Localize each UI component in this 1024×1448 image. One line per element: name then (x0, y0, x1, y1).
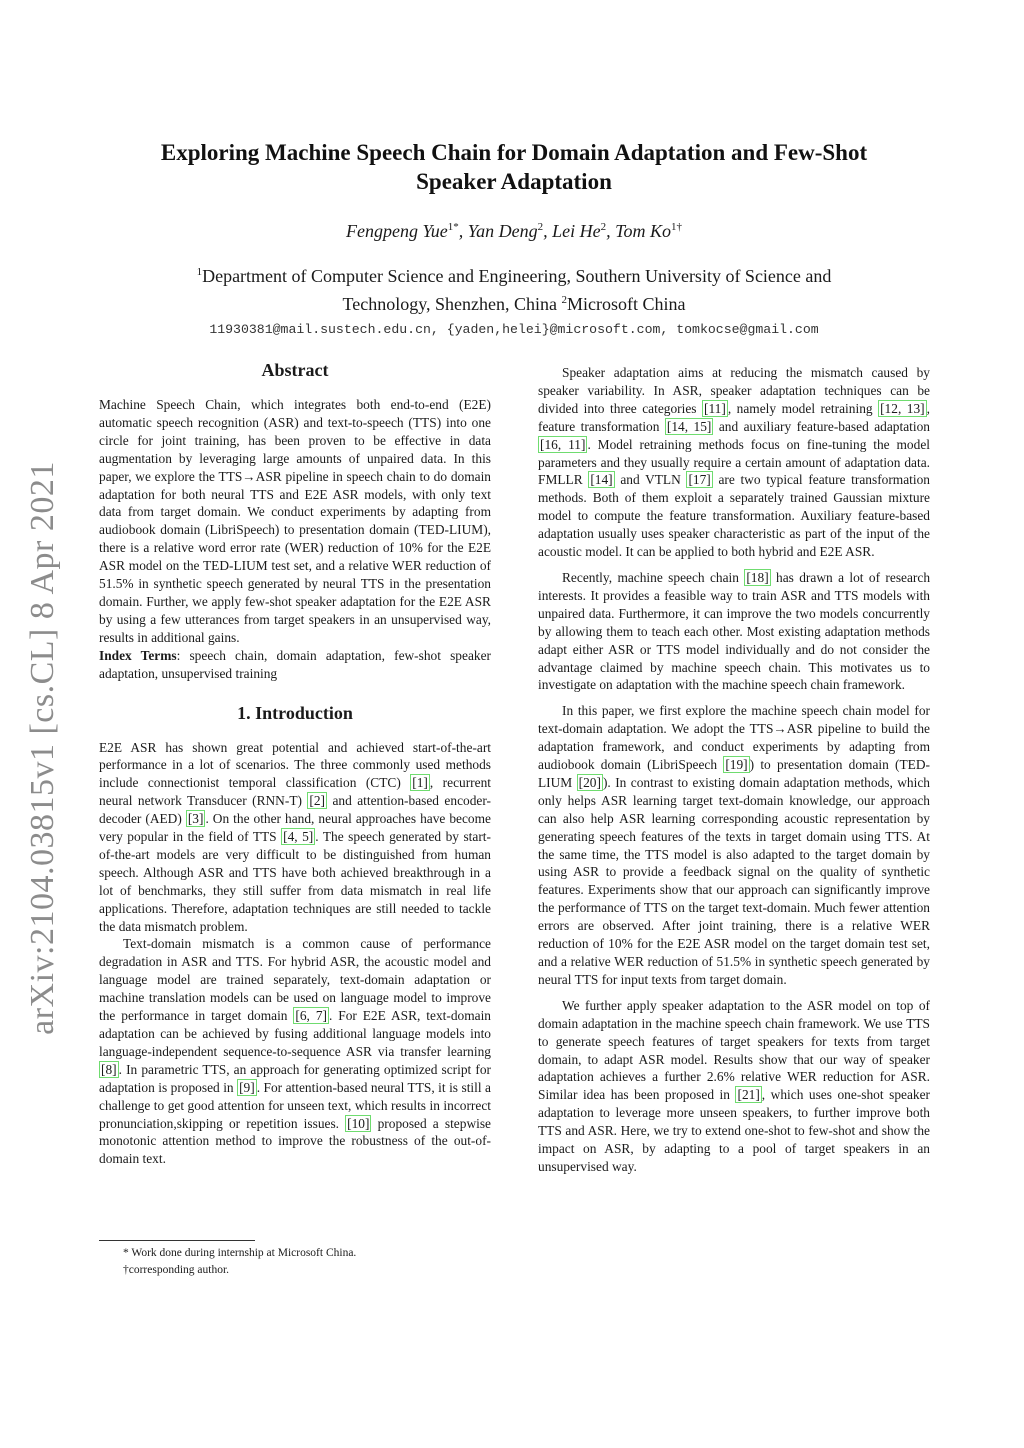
affiliations (100, 260, 928, 316)
affil-sup: 2 (561, 294, 568, 306)
citation-link[interactable]: [6, 7] (295, 1008, 327, 1024)
citation-link[interactable]: [1] (412, 775, 428, 791)
citation-link[interactable]: [14, 15] (666, 418, 712, 434)
right-paragraph-3: In this paper, we first explore the machine speech chain model for text-domain adaptation. We adopt the TTS→ASR pipeline to build the adaptation framework, and conduct experiments by adapting from audiobook domain (LibriSpeech [19] ) to presentation domain (TED-LIUM [20] ). In contrast to existing domain adaptation methods, which only helps ASR learning target text-domain knowledge, our approach can also help ASR learning corresponding acoustic representation by generating speech features of the texts in target domain using TTS. At the same time, the TTS model is also adapted to the target domain by using ASR to provide a feedback signal on the quality of synthetic features. Experiments show that our approach can significantly improve the performance of TTS on the target text-domain. Much fewer attention errors are observed. After joint training, there is a relative WER reduction of 10% for the E2E ASR model on the target domain test set, and a relative WER reduction of 51.5% in synthetic speech generated by neural TTS for input texts from target domain. (538, 703, 930, 987)
citation-link[interactable]: [11] (704, 400, 726, 416)
index-terms-label: Index Terms (99, 647, 177, 663)
intro-paragraph-1: E2E ASR has shown great potential and achieved start-of-the-art performance in a lot of scenarios. The three commonly used methods include connectionist temporal classification (CTC) [1] , recurrent neural network Transducer (RNN-T) [2] and attention-based encoder-decoder (AED) [3] . On the other hand, neural approaches have become very popular in the field of TTS [4, 5] . The speech generated by start-of-the-art models are very difficult to be distinguished from human speech. Although ASR and TTS have both achieved breakthrough in a lot of benchmarks, they still suffer from data mismatch in real life applications. Therefore, adaptation techniques are still needed to tackle the data mismatch problem. (99, 739, 491, 934)
author-list: Fengpeng Yue$^{1*}$, Yan Deng$^2$, Lei He$^2$, Tom $Ko^{1\dagger}$ (345, 221, 683, 241)
right-paragraph-1: Speaker adaptation aims at reducing the mismatch caused by speaker variability. In ASR, speaker adaptation techniques can be divided into three categories [11] , namely model retraining [12, 13] , feature transformation [14, 15] and auxiliary feature-based adaptation [16, 11] . Model retraining methods focus on fine-tuning the model parameters and they usually require a certain amount of adaptation data. FMLLR [14] and VTLN [17] are two typical feature transformation methods. Both of them exploit a separately trained Gaussian mixture model to compute the feature transformation. Auxiliary feature-based adaptation usually uses speaker characteristic as part of the input of the acoustic model. It can be applied to both hybrid and E2E ASR. (538, 365, 930, 560)
footnote-corresponding: †corresponding author. (123, 1264, 230, 1276)
author-name: Fengpeng Yue (345, 221, 448, 241)
citation-link[interactable]: [12, 13] (880, 400, 925, 416)
affil-line-2b: Microsoft China (567, 294, 686, 314)
citation-link[interactable]: [3] (187, 811, 204, 827)
citation-link[interactable]: [21] (737, 1087, 760, 1103)
abstract-heading: Abstract (261, 360, 329, 380)
right-column (538, 364, 930, 1176)
affil-line-1: Department of Computer Science and Engineering, Southern University of Science and (202, 266, 832, 286)
footnote-divider (99, 1240, 255, 1241)
citation-link[interactable]: [4, 5] (283, 829, 314, 845)
title-line-1: Exploring Machine Speech Chain for Domain Adaptation and Few-Shot (160, 140, 868, 165)
citation-link[interactable]: [9] (239, 1079, 255, 1095)
footnote-work-done: * Work done during internship at Microsoft China. (123, 1247, 357, 1259)
affil-line-2a: Technology, Shenzhen, China (342, 294, 562, 314)
index-terms-text: : speech chain, domain adaptation, few-shot speaker adaptation, unsupervised training (99, 647, 491, 681)
citation-link[interactable]: [10] (347, 1115, 370, 1131)
footnotes (99, 1245, 491, 1279)
citation-link[interactable]: [16, 11] (540, 436, 586, 452)
author-sup: 2 (600, 221, 607, 233)
abstract-body: Machine Speech Chain, which integrates both end-to-end (E2E) automatic speech recognition (ASR) and text-to-speech (TTS) into one circle for joint training, has been proven to be effective in data augmentation by leveraging large amounts of unpaired data. In this paper, we explore the TTS→ASR pipeline in speech chain to do domain adaptation for both neural TTS and E2E ASR models, with only text data from target domain. We conduct experiments by adapting from audiobook domain (LibriSpeech) to presentation domain (TED-LIUM), there is a relative word error rate (WER) reduction of 10% for the E2E ASR model on the TED-LIUM test set, and a relative WER reduction of 51.5% in synthetic speech generated by neural TTS in the presentation domain. Further, we apply few-shot speaker adaptation for the E2E ASR by using a few utterances from target speakers in an unsupervised way, results in additional gains. (99, 397, 491, 645)
affil-sup: 1 (196, 266, 203, 278)
citation-link[interactable]: [2] (309, 793, 326, 809)
citation-link[interactable]: [8] (101, 1061, 117, 1077)
arxiv-id: arXiv:2104.03815v1 [cs.CL] 8 Apr 2021 (24, 461, 61, 1035)
left-column (99, 358, 491, 1168)
author-name: Tom Ko (615, 221, 672, 241)
arxiv-watermark (12, 448, 74, 1048)
author-name: Yan Deng (467, 221, 538, 241)
author-sup: 1† (671, 221, 683, 233)
author-sup: 2 (537, 221, 544, 233)
intro-heading: 1. Introduction (237, 702, 353, 723)
paper-title (100, 138, 928, 196)
right-paragraph-4: We further apply speaker adaptation to the ASR model on top of domain adaptation in the machine speech chain framework. We use TTS to generate speech features of target speakers for texts from target domain, to adapt ASR model. Results show that our way of speaker adaptation achieves a further 2.6% relative WER reduction for ASR. Similar idea has been proposed in [21] , which uses one-shot speaker adaptation to leverage more unseen speakers, to further improve both TTS and ASR. Here, we try to extend one-shot to few-shot and show the impact on ASR, by adapting to a pool of target speakers in an unsupervised way. (538, 997, 931, 1174)
citation-link[interactable]: [14] (590, 472, 613, 488)
intro-paragraph-2: Text-domain mismatch is a common cause of performance degradation in ASR and TTS. For hybrid ASR, the acoustic model and language model are trained separately, text-domain adaptation or machine translation models can be used on language model to improve the performance in target domain [6, 7] . For E2E ASR, text-domain adaptation can be achieved by fusing additional language models into language-independent sequence-to-sequence ASR via transfer learning [8] . In parametric TTS, an approach for generating optimized script for adaptation is proposed in [9] . For attention-based neural TTS, it is still a challenge to get good attention for unseen text, which results in incorrect pronunciation,skipping or repetition issues. [10] proposed a stepwise monotonic attention method to improve the robustness of the out-of-domain text. (99, 936, 491, 1167)
author-name: Lei He (552, 221, 601, 241)
right-paragraph-2: Recently, machine speech chain [18] has drawn a lot of research interests. It provides a feasible way to train ASR and TTS models with unpaired data. Furthermore, it can improve the two models concurrently by allowing them to teach each other. Most existing adaptation methods adapt either ASR or TTS model individually and do not consider the advantage claimed by machine speech chain. This motivates us to investigate on adaptation with the machine speech chain framework. (538, 569, 931, 693)
paper-header (100, 138, 928, 337)
index-terms (99, 647, 491, 683)
citation-link[interactable]: [17] (688, 472, 711, 488)
citation-link[interactable]: [20] (578, 774, 601, 790)
author-emails: 11930381@mail.sustech.edu.cn, {yaden,helei}@microsoft.com, tomkocse@gmail.com (209, 322, 819, 337)
author-sup: 1* (447, 221, 459, 233)
citation-link[interactable]: [19] (725, 757, 748, 773)
citation-link[interactable]: [18] (746, 569, 769, 585)
title-line-2: Speaker Adaptation (416, 169, 612, 194)
